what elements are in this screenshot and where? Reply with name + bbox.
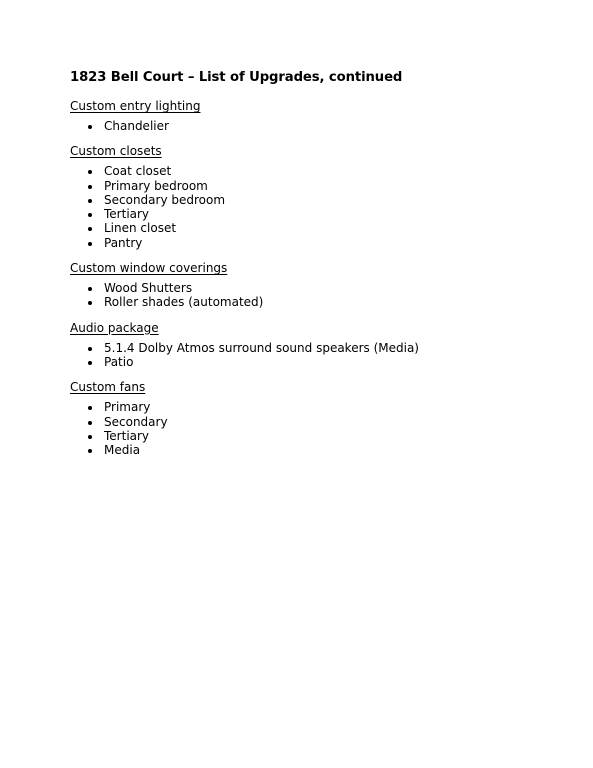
- bullet-icon: [88, 361, 92, 365]
- list-item: [70, 443, 570, 457]
- list-item: [70, 179, 570, 193]
- bullet-icon: [88, 435, 92, 439]
- list-item-text: Secondary bedroom: [104, 192, 226, 207]
- list-item-text: Patio: [104, 354, 134, 369]
- bullet-icon: [88, 170, 92, 174]
- section-custom-entry-lighting: [70, 99, 570, 133]
- bullet-icon: [88, 287, 92, 291]
- bullet-icon: [88, 125, 92, 129]
- bullet-icon: [88, 199, 92, 203]
- section-heading: Custom closets: [70, 144, 162, 159]
- bullet-icon: [88, 227, 92, 231]
- bullet-list: [70, 119, 570, 133]
- bullet-list: [70, 281, 570, 310]
- list-item-text: Primary bedroom: [104, 178, 208, 193]
- list-item: [70, 193, 570, 207]
- list-item-text: Primary: [104, 400, 151, 415]
- list-item: [70, 341, 570, 355]
- list-item: [70, 400, 570, 414]
- section-heading: Custom entry lighting: [70, 99, 201, 113]
- list-item: [70, 164, 570, 178]
- list-item: [70, 119, 570, 133]
- list-item-text: Pantry: [104, 235, 143, 250]
- bullet-icon: [88, 301, 92, 305]
- section-heading: Audio package: [70, 320, 159, 335]
- section-custom-closets: [70, 144, 570, 250]
- bullet-icon: [88, 347, 92, 351]
- section-audio-package: [70, 321, 570, 370]
- section-heading: Custom window coverings: [70, 261, 228, 276]
- bullet-list: [70, 400, 570, 457]
- list-item-text: Secondary: [104, 414, 168, 429]
- list-item: [70, 281, 570, 295]
- list-item: [70, 415, 570, 429]
- bullet-icon: [88, 185, 92, 189]
- list-item-text: Coat closet: [104, 164, 172, 179]
- section-heading: Custom fans: [70, 380, 146, 395]
- list-item: [70, 236, 570, 250]
- list-item-text: Tertiary: [104, 207, 150, 222]
- list-item-text: Linen closet: [104, 221, 177, 236]
- bullet-icon: [88, 242, 92, 246]
- document-title: 1823 Bell Court – List of Upgrades, continued: [70, 70, 403, 85]
- list-item: [70, 429, 570, 443]
- list-item-text: 5.1.4 Dolby Atmos surround sound speakers (Media): [104, 340, 419, 355]
- list-item: [70, 221, 570, 235]
- list-item: [70, 295, 570, 309]
- list-item-text: Wood Shutters: [104, 281, 193, 296]
- list-item-text: Tertiary: [104, 428, 150, 443]
- bullet-list: [70, 341, 570, 370]
- section-custom-window-coverings: [70, 261, 570, 310]
- bullet-icon: [88, 406, 92, 410]
- bullet-icon: [88, 213, 92, 217]
- list-item-text: Chandelier: [104, 119, 169, 133]
- list-item: [70, 207, 570, 221]
- bullet-list: [70, 164, 570, 250]
- bullet-icon: [88, 449, 92, 453]
- document-page: [70, 69, 570, 468]
- list-item-text: Roller shades (automated): [104, 295, 264, 310]
- list-item: [70, 355, 570, 369]
- section-custom-fans: [70, 380, 570, 457]
- list-item-text: Media: [104, 443, 141, 458]
- bullet-icon: [88, 421, 92, 425]
